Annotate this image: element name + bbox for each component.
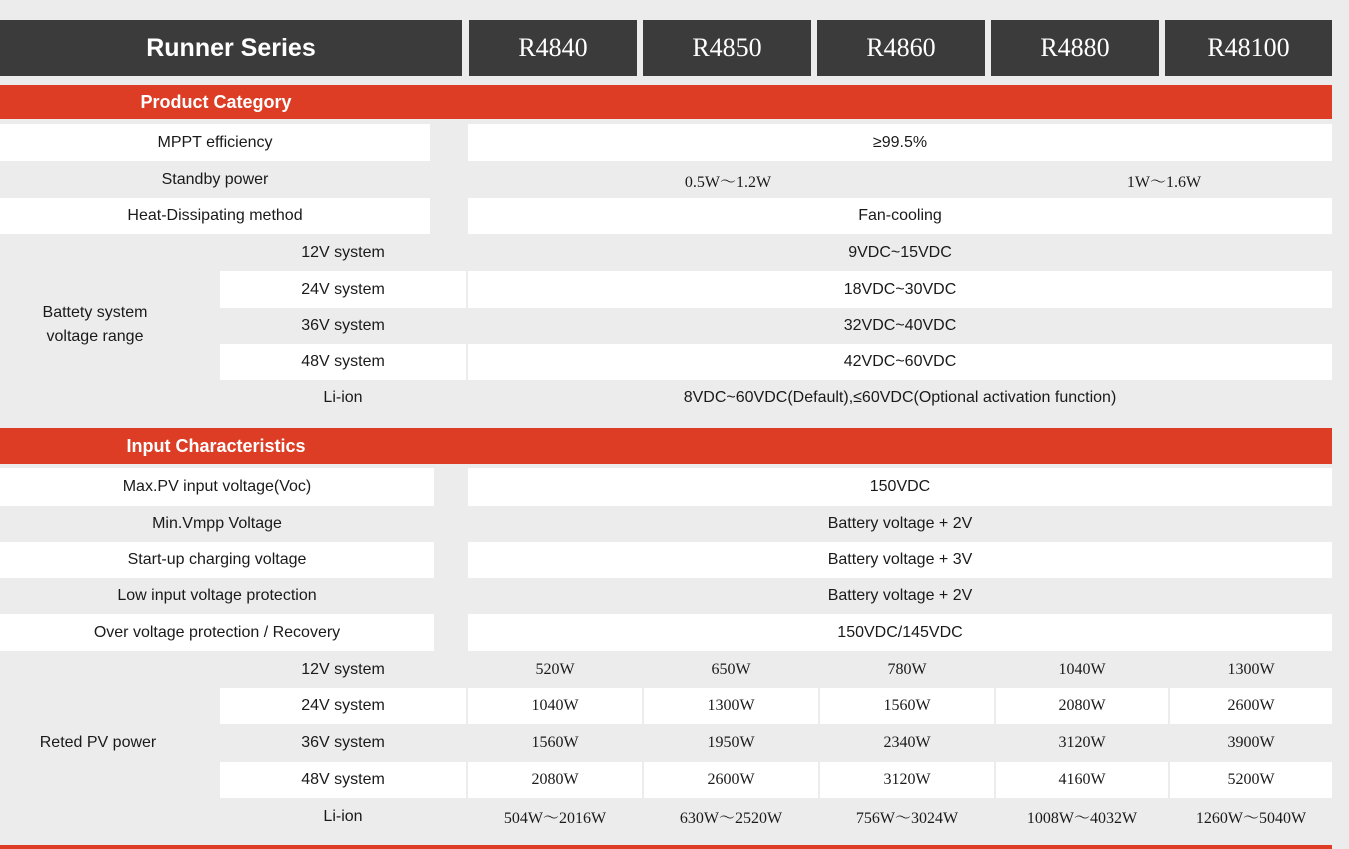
pv-cell-24v-r4860: 1560W [820,688,994,724]
model-r48100: R48100 [1165,20,1332,76]
pv-row-label-24v: 24V system [220,688,466,724]
input-row-value-maxpv: 150VDC [468,468,1332,506]
pv-cell-48v-r4860: 3120W [820,762,994,798]
battery-row-value-24v: 18VDC~30VDC [468,271,1332,308]
row-label-mppt: MPPT efficiency [0,124,430,161]
section-input-characteristics [0,428,1332,464]
battery-row-value-36v: 32VDC~40VDC [468,308,1332,344]
pv-cell-24v-r4840: 1040W [468,688,642,724]
pv-cell-24v-r4850: 1300W [644,688,818,724]
section-product-category [0,85,1332,119]
pv-cell-36v-r4840: 1560W [468,724,642,762]
battery-row-label-36v: 36V system [220,308,466,344]
section-title: Product Category [140,91,292,112]
battery-row-value-12v: 9VDC~15VDC [468,234,1332,271]
pv-cell-12v-r4880: 1040W [996,651,1168,688]
row-label-standby: Standby power [0,162,430,198]
battery-row-label-12v: 12V system [220,234,466,271]
input-row-label-minvmpp: Min.Vmpp Voltage [0,506,434,542]
pv-cell-48v-r48100: 5200W [1170,762,1332,798]
input-row-label-overvoltage: Over voltage protection / Recovery [0,614,434,651]
model-r4880: R4880 [991,20,1159,76]
battery-row-label-48v: 48V system [220,344,466,380]
input-row-label-startup: Start-up charging voltage [0,542,434,578]
series-title: Runner Series [0,20,462,76]
row-label-heat: Heat-Dissipating method [0,198,430,234]
pv-cell-48v-r4850: 2600W [644,762,818,798]
pv-cell-liion-r48100: 1260W～5040W [1170,798,1332,835]
battery-row-value-48v: 42VDC~60VDC [468,344,1332,380]
battery-row-label-liion: Li-ion [220,380,466,416]
next-section-strip [0,845,1332,849]
battery-group-label: Battety system voltage range [42,304,148,345]
pv-cell-12v-r4840: 520W [468,651,642,688]
battery-row-label-24v: 24V system [220,271,466,308]
pv-cell-36v-r4850: 1950W [644,724,818,762]
model-r4860: R4860 [817,20,985,76]
row-value-standby-1: 0.5W～1.2W [468,162,988,198]
input-row-label-maxpv: Max.PV input voltage(Voc) [0,468,434,506]
pv-cell-24v-r48100: 2600W [1170,688,1332,724]
pv-cell-liion-r4840: 504W～2016W [468,798,642,835]
row-value-mppt: ≥99.5% [468,124,1332,161]
pv-cell-48v-r4880: 4160W [996,762,1168,798]
pv-cell-12v-r48100: 1300W [1170,651,1332,688]
input-row-label-lowinput: Low input voltage protection [0,578,434,614]
pv-cell-liion-r4850: 630W～2520W [644,798,818,835]
pv-row-label-36v: 36V system [220,724,466,762]
pv-row-label-48v: 48V system [220,762,466,798]
row-value-heat: Fan-cooling [468,198,1332,234]
pv-row-label-12v: 12V system [220,651,466,688]
pv-group-label: Reted PV power [39,734,157,751]
input-row-value-lowinput: Battery voltage + 2V [468,578,1332,614]
model-r4840: R4840 [469,20,637,76]
pv-cell-12v-r4860: 780W [820,651,994,688]
section-title: Input Characteristics [126,435,306,456]
input-row-value-overvoltage: 150VDC/145VDC [468,614,1332,651]
pv-cell-36v-r4880: 3120W [996,724,1168,762]
row-value-standby-2: 1W～1.6W [996,162,1332,198]
input-row-value-minvmpp: Battery voltage + 2V [468,506,1332,542]
pv-cell-liion-r4880: 1008W～4032W [996,798,1168,835]
pv-cell-36v-r48100: 3900W [1170,724,1332,762]
pv-cell-36v-r4860: 2340W [820,724,994,762]
pv-cell-24v-r4880: 2080W [996,688,1168,724]
input-row-value-startup: Battery voltage + 3V [468,542,1332,578]
pv-row-label-liion: Li-ion [220,798,466,835]
model-r4850: R4850 [643,20,811,76]
pv-cell-12v-r4850: 650W [644,651,818,688]
pv-cell-48v-r4840: 2080W [468,762,642,798]
pv-cell-liion-r4860: 756W～3024W [820,798,994,835]
battery-row-value-liion: 8VDC~60VDC(Default),≤60VDC(Optional activation function) [468,380,1332,416]
